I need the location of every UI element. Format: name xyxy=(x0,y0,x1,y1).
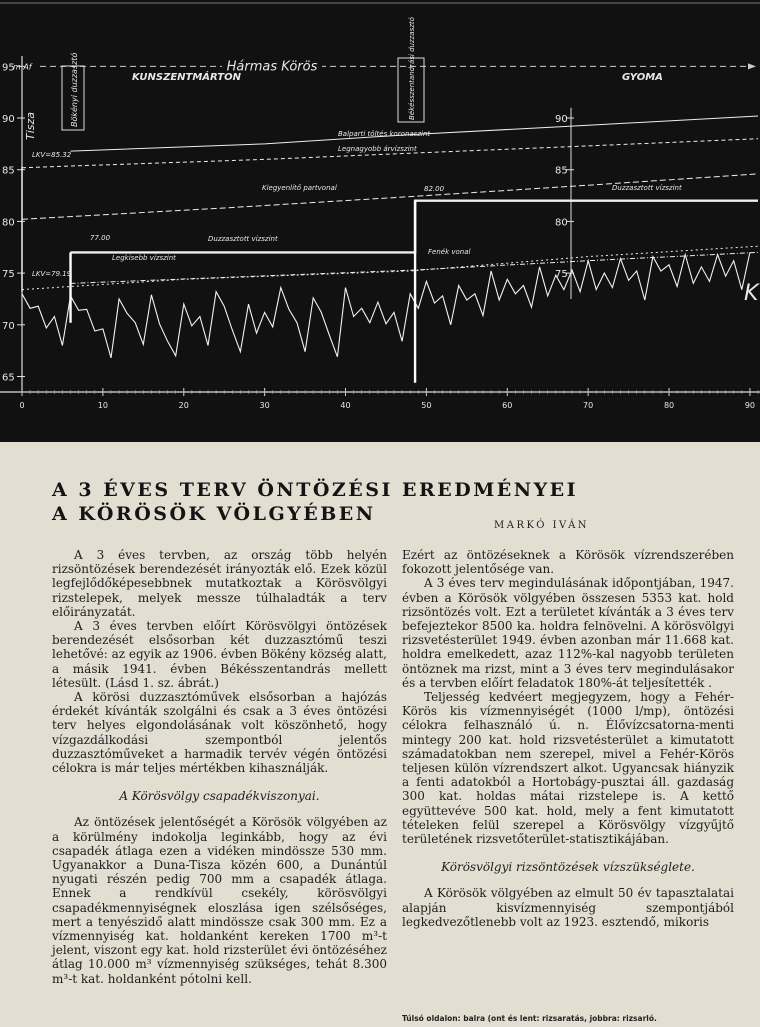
gyoma-y-tick-label: 85 xyxy=(555,165,568,177)
x-tick-label: 60 xyxy=(502,401,513,410)
annotation-duzzasztott-2: Duzzasztott vízszint xyxy=(612,184,682,192)
annotation-level-7700: 77.00 xyxy=(90,234,111,242)
annotation-legkisebb: Legkisebb vízszint xyxy=(112,254,176,262)
place-label-bokeny: Bökényi duzzasztó xyxy=(70,52,79,127)
gyoma-y-tick-label: 90 xyxy=(555,114,568,126)
x-tick-label: 90 xyxy=(744,401,756,410)
gyoma-y-tick-label: 80 xyxy=(555,217,568,229)
y-tick-label: 90 xyxy=(2,114,15,126)
paragraph: A körösi duzzasztóművek elsősorban a hajózás érdekét kívánták szolgálni és csak a 3 éves öntözési terv helyes elgondolásának volt köszönhető, hogy vízgazdálkodási szempontból jelentős duzzasztóműveket a harmadik tervév végén öntözési célokra is már teljes mértékben kihasználják. xyxy=(52,690,387,776)
article-title xyxy=(52,478,578,526)
paragraph: Az öntözések jelentőségét a Körösök völgyében az a körülmény indokolja leginkább, hogy az évi csapadék átlaga ezen a vidéken mindössze 530 mm. Ugyanakkor a Duna-Tisza közén 600, a Dunántúl nyugati részén pedig 700 mm a csapadék átlaga. Ennek a rendkívül csekély, körösvölgyi csapadékmennyiségnek eloszlása igen szélsőséges, mert a tenyészidő alatt mindössze csak 300 mm. Ez a vízmennyiség kat. holdanként kereken 1700 m³-t jelent, viszont egy kat. hold rizsterület évi öntözéséhez átlag 10.000 m³ vízmennyiség szükséges, tehát 8.300 m³-t kat. holdanként pótolni kell. xyxy=(52,815,387,986)
river-profile-chart xyxy=(0,0,760,442)
article-column-left xyxy=(52,548,387,986)
annotation-kiegyenlito: Kiegyenlítő partvonal xyxy=(262,184,337,192)
place-label-right-edge: K xyxy=(744,281,759,306)
annotation-balparti: Balparti töltés koronaszint xyxy=(338,130,431,138)
y-tick-label: 70 xyxy=(2,320,15,332)
series-line xyxy=(22,139,758,168)
series-line xyxy=(22,174,758,219)
y-axis-unit-label: m Af xyxy=(13,62,32,72)
annotation-lkv-2: LKV=79.19 xyxy=(32,270,72,278)
annotation-duzzasztott-1: Duzzasztott vízszint xyxy=(208,235,278,243)
x-tick-label: 10 xyxy=(97,401,108,410)
y-tick-label: 80 xyxy=(2,217,15,229)
chart-series xyxy=(22,116,758,383)
place-label-tisza: Tisza xyxy=(24,111,37,140)
y-tick-label: 85 xyxy=(2,165,15,177)
section-subheading: Körösvölgyi rizsöntözések vízszükséglete. xyxy=(441,860,695,875)
chart-axes xyxy=(0,3,760,410)
article-author: MARKÓ IVÁN xyxy=(494,520,590,531)
riverbed-profile-line xyxy=(22,252,750,358)
paragraph: A 3 éves tervben, az ország több helyén rizsöntözések berendezését irányozták elő. Ezek közül legfejlődőképesebbnek mutatkoztak a Körösvölgyi rizstelepek, melyek messze túlhaladták a terv előirányzatát. xyxy=(52,548,387,619)
x-tick-label: 50 xyxy=(421,401,432,410)
page-caption: Túlsó oldalon: balra (ont és lent: rizsaratás, jobbra: rizsarló. xyxy=(402,1014,657,1023)
x-tick-label: 70 xyxy=(583,401,594,410)
paragraph: Ezért az öntözéseknek a Körösök vízrendszerében fokozott jelentősége van. xyxy=(402,548,734,577)
annotation-lkv-1: LKV=85.32 xyxy=(32,151,72,159)
article-column-right xyxy=(402,548,734,929)
x-tick-label: 80 xyxy=(663,401,675,410)
paragraph: A 3 éves terv megindulásának időpontjában, 1947. évben a Körösök völgyében összesen 5353 kat. hold rizsöntözés volt. Ezt a területet kívánták a 3 éves terv befejeztekor 8500 ka. holdra felnövelni. A körösvölgyi rizsvetésterület 1949. évben azonban már 11.668 kat. holdra emelkedett, azaz 112%-kal nagyobb területen öntöznek ma rizst, mint a 3 éves terv megindulásakor és a tervben előírt feladatok 180%-át teljesítették . xyxy=(402,576,734,690)
x-tick-label: 20 xyxy=(178,401,189,410)
paragraph: A 3 éves tervben előírt Körösvölgyi öntözések berendezését elsősorban két duzzasztómű teszi lehetővé: az egyik az 1906. évben Bökény község alatt, a másik 1941. évben Békésszentandrás mellett létesült. (Lásd 1. sz. ábrát.) xyxy=(52,619,387,690)
y-tick-label: 95 xyxy=(2,62,15,74)
section-subheading: A Körösvölgy csapadékviszonyai. xyxy=(119,789,320,804)
paragraph: A Körösök völgyében az elmult 50 év tapasztalatai alapján kisvízmennyiség szempontjából legkedvezőtlenebb volt az 1923. esztendő, mikoris xyxy=(402,886,734,929)
paragraph: Teljesség kedvéert megjegyzem, hogy a Fehér-Körös kis vízmennyiségét (1000 l/mp), öntözési célokra felhasználó ú. n. Élővízcsatorna-menti mintegy 200 kat. hold rizsvetésterület a kimutatott számadatokban nem szerepel, mivel a Fehér-Körös teljesen külön vízrendszert alkot. Ugyancsak hiányzik a fenti adatokból a Hortobágy-pusztai áll. gazdaság 300 kat. holdas mátai rizstelepe is. A kettő együttevéve 500 kat. hold, mely a fent kimutatott tételeken felül szerepel a Körösvölgy vízgyűjtő területének rizsvetőterület-statisztikájában. xyxy=(402,690,734,847)
annotation-legnagyobb-arviz: Legnagyobb árvízszint xyxy=(338,145,417,153)
place-label-bekesszentandras: Békésszentandrási duzzasztó xyxy=(408,17,416,120)
y-tick-label: 65 xyxy=(2,372,15,384)
title-arrow-head xyxy=(748,63,756,69)
x-tick-label: 40 xyxy=(340,401,351,410)
x-tick-label: 0 xyxy=(19,401,25,410)
chart-labels xyxy=(24,16,760,306)
y-tick-label: 75 xyxy=(2,269,15,281)
x-tick-label: 30 xyxy=(259,401,270,410)
place-label-gyoma: GYOMA xyxy=(622,72,663,83)
annotation-fenek: Fenék vonal xyxy=(428,248,471,256)
annotation-level-8200: 82.00 xyxy=(424,185,445,193)
article-title-line-2: A KÖRÖSÖK VÖLGYÉBEN xyxy=(52,503,376,525)
article-title-line-1: A 3 ÉVES TERV ÖNTÖZÉSI EREDMÉNYEI xyxy=(52,479,579,501)
chart-title: Hármas Körös xyxy=(226,59,318,75)
gyoma-y-tick-label: 75 xyxy=(555,269,568,281)
place-label-kunszentmarton: KUNSZENTMÁRTON xyxy=(132,72,241,83)
